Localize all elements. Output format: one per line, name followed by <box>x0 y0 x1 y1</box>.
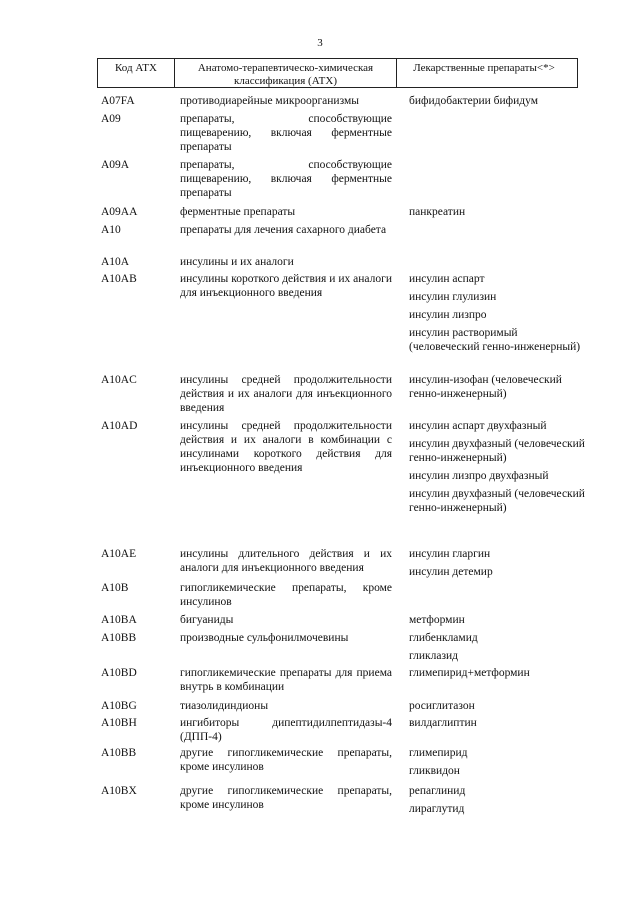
drug-list <box>409 373 589 405</box>
atc-code: A10BA <box>101 614 137 626</box>
drug-list <box>409 746 589 782</box>
atc-classification: инсулины и их аналоги <box>180 256 294 268</box>
drug-name: панкреатин <box>409 206 466 218</box>
drug-name: гликлазид <box>409 650 459 662</box>
atc-classification: инсулины средней продолжительности действия и их аналоги в комбинации с инсулинами короткого действия для инъекционного введения <box>180 420 392 474</box>
drug-name: бифидобактерии бифидум <box>409 95 539 107</box>
atc-code: A09A <box>101 159 130 171</box>
drug-name: глимепирид+метформин <box>409 667 530 679</box>
atc-classification: ферментные препараты <box>180 206 296 218</box>
drug-name: инсулин глулизин <box>409 291 497 303</box>
drug-name: метформин <box>409 614 465 626</box>
drug-name: инсулин лизпро двухфазный <box>409 470 549 482</box>
atc-code: A10 <box>101 224 121 236</box>
atc-code: A10BX <box>101 785 137 797</box>
drug-list <box>409 205 589 223</box>
atc-code: A10B <box>101 582 129 594</box>
atc-code: A07FA <box>101 95 135 107</box>
drug-name: инсулин лизпро <box>409 309 487 321</box>
drug-name: лираглутид <box>409 803 465 815</box>
drug-name: инсулин детемир <box>409 566 493 578</box>
atc-classification: препараты для лечения сахарного диабета <box>180 224 387 236</box>
drug-name: инсулин аспарт <box>409 273 485 285</box>
drug-list <box>409 631 589 667</box>
header-drugs: Лекарственные препараты<*> <box>413 62 555 74</box>
atc-code: A10BG <box>101 700 137 712</box>
atc-code: A09 <box>101 113 121 125</box>
atc-classification: препараты, способствующие пищеварению, включая ферментные препараты <box>180 113 392 153</box>
atc-classification: другие гипогликемические препараты, кроме инсулинов <box>180 747 392 773</box>
atc-code: A10AE <box>101 548 137 560</box>
atc-classification: бигуаниды <box>180 614 234 626</box>
drug-name: инсулин гларгин <box>409 548 491 560</box>
drug-name: инсулин растворимый (человеческий генно-инженерный) <box>409 327 581 353</box>
drug-name: вилдаглиптин <box>409 717 477 729</box>
drug-list <box>409 613 589 631</box>
drug-name: репаглинид <box>409 785 466 797</box>
atc-code: A10BH <box>101 717 137 729</box>
atc-classification: инсулины средней продолжительности действия и их аналоги для инъекционного введения <box>180 374 392 414</box>
atc-classification: инсулины короткого действия и их аналоги для инъекционного введения <box>180 273 392 299</box>
atc-classification: инсулины длительного действия и их аналоги для инъекционного введения <box>180 548 392 574</box>
page-number: 3 <box>317 37 323 49</box>
drug-name: глибенкламид <box>409 632 478 644</box>
drug-name: инсулин двухфазный (человеческий генно-инженерный) <box>409 488 585 514</box>
atc-code: A10BB <box>101 747 137 759</box>
atc-code: A10AC <box>101 374 137 386</box>
atc-code: A09AA <box>101 206 138 218</box>
header-classification: Анатомо-терапевтическо-химическая классификация (АТХ) <box>175 59 397 87</box>
drug-list <box>409 699 589 717</box>
drug-list <box>409 547 589 583</box>
atc-classification: препараты, способствующие пищеварению, включая ферментные препараты <box>180 159 392 199</box>
header-code: Код АТХ <box>98 59 175 87</box>
atc-code: A10AD <box>101 420 138 432</box>
atc-code: A10BB <box>101 632 137 644</box>
atc-classification: производные сульфонилмочевины <box>180 632 349 644</box>
drug-name: инсулин-изофан (человеческий генно-инженерный) <box>409 374 562 400</box>
atc-code: A10AB <box>101 273 137 285</box>
drug-list <box>409 666 589 684</box>
atc-classification: гипогликемические препараты, кроме инсулинов <box>180 582 392 608</box>
drug-name: инсулин двухфазный (человеческий генно-инженерный) <box>409 438 585 464</box>
atc-code: A10BD <box>101 667 137 679</box>
atc-classification: другие гипогликемические препараты, кроме инсулинов <box>180 785 392 811</box>
atc-classification: тиазолидиндионы <box>180 700 269 712</box>
drug-list <box>409 94 589 112</box>
drug-name: росиглитазон <box>409 700 475 712</box>
drug-name: глимепирид <box>409 747 468 759</box>
drug-name: инсулин аспарт двухфазный <box>409 420 547 432</box>
atc-classification: противодиарейные микроорганизмы <box>180 95 359 107</box>
atc-classification: гипогликемические препараты для приема внутрь в комбинации <box>180 667 392 693</box>
drug-list <box>409 716 589 734</box>
drug-list <box>409 784 589 820</box>
drug-list <box>409 272 589 358</box>
table-header <box>97 58 578 88</box>
drug-name: гликвидон <box>409 765 460 777</box>
drug-list <box>409 419 589 519</box>
atc-code: A10A <box>101 256 130 268</box>
atc-classification: ингибиторы дипептидилпептидазы-4 (ДПП-4) <box>180 717 392 743</box>
